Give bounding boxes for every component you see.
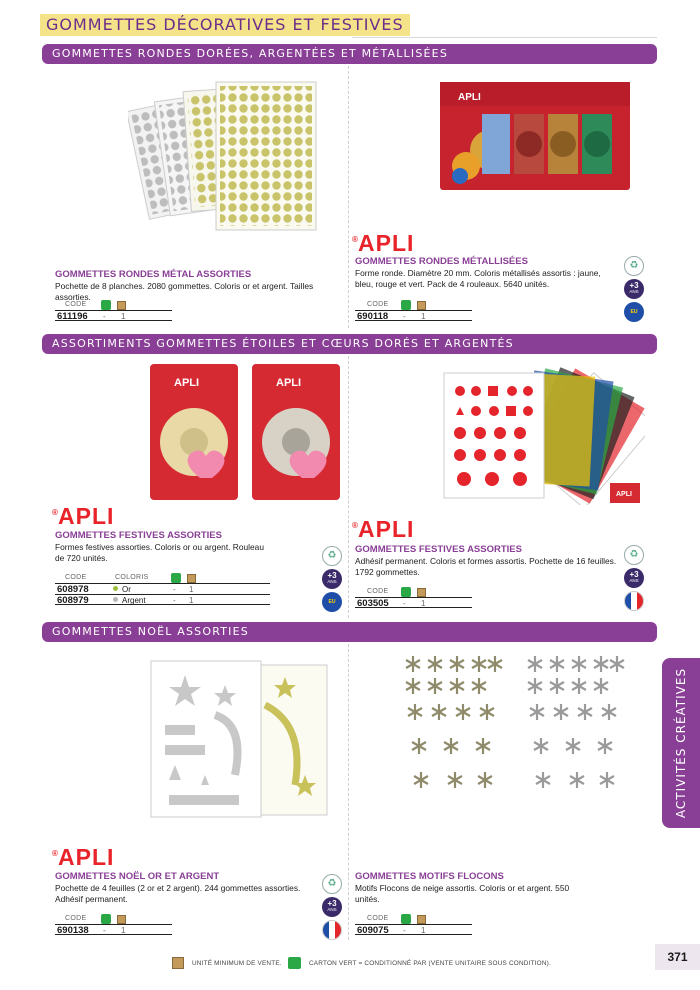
brand-logo: ® APLI [52, 844, 115, 870]
side-tab-label: ACTIVITÉS CRÉATIVES [674, 667, 688, 819]
product-description: Pochette de 4 feuilles (2 or et 2 argent). 244 gommettes assorties. Adhésif permanent. [55, 883, 301, 904]
eu-badge: EU [624, 302, 644, 322]
code-row [355, 924, 472, 935]
min-quantity: 1 [421, 312, 426, 321]
code-table [55, 571, 270, 605]
product-image-festives-rouleaux [148, 360, 343, 505]
dash: - [403, 926, 406, 935]
code-table [355, 585, 472, 608]
code-row [55, 583, 270, 594]
min-quantity: 1 [421, 926, 426, 935]
brand-logo: ® APLI [352, 516, 415, 542]
badge-column [322, 546, 344, 615]
code-table [55, 912, 172, 935]
code-row [355, 597, 472, 608]
french-flag-icon [624, 591, 644, 611]
code-row [55, 594, 270, 605]
code-row [355, 310, 472, 321]
dash: - [173, 585, 176, 594]
product-title: GOMMETTES RONDES MÉTALLISÉES [355, 256, 528, 267]
brand-logo: ® APLI [352, 230, 415, 256]
eco-icon: ♻ [322, 874, 342, 894]
dash: - [403, 312, 406, 321]
eu-badge: EU [322, 592, 342, 612]
product-code[interactable]: 690138 [57, 925, 89, 936]
product-image-rondes-metallisees [438, 80, 633, 195]
column-divider [348, 66, 349, 328]
min-quantity: 1 [421, 599, 426, 608]
column-divider [348, 356, 349, 618]
color-dot [113, 597, 118, 602]
color-option: Or [113, 584, 131, 595]
age-badge: +3 ANS [624, 568, 644, 588]
product-image-flocons [395, 650, 635, 805]
legend-carton-vert: CARTON VERT = CONDITIONNÉ PAR (VENTE UNITAIRE SOUS CONDITION). [288, 957, 551, 969]
product-title: GOMMETTES FESTIVES ASSORTIES [355, 544, 522, 555]
code-label: CODE [65, 915, 87, 922]
min-quantity: 1 [121, 312, 126, 321]
product-description: Formes festives assorties. Coloris or ou argent. Rouleau de 720 unités. [55, 542, 264, 563]
product-code[interactable]: 608978 [57, 584, 89, 595]
code-label: CODE [65, 301, 87, 308]
product-code[interactable]: 608979 [57, 595, 89, 606]
page-number: 371 [655, 944, 700, 970]
product-description: Motifs Flocons de neige assortis. Coloris or et argent. 550 unités. [355, 883, 570, 904]
box-icon [172, 957, 184, 969]
min-quantity: 1 [189, 596, 194, 605]
code-table [55, 298, 172, 321]
brand-logo: ® APLI [52, 503, 115, 529]
title-rule [352, 37, 657, 38]
product-code[interactable]: 690118 [357, 311, 389, 322]
color-dot [113, 586, 118, 591]
product-code[interactable]: 609075 [357, 925, 389, 936]
svg-text:APLI: APLI [276, 377, 302, 389]
code-table [355, 912, 472, 935]
product-title: GOMMETTES FESTIVES ASSORTIES [55, 530, 222, 541]
eco-icon: ♻ [624, 256, 644, 276]
product-description: Adhésif permanent. Coloris et formes assortis. Pochette de 16 feuilles. 1792 gommettes. [355, 556, 617, 577]
product-image-festives-pochette [440, 355, 645, 505]
badge-column [624, 545, 646, 614]
age-badge: +3 ANS [322, 569, 342, 589]
code-row [55, 310, 172, 321]
product-image-noel [145, 655, 335, 825]
column-divider [348, 644, 349, 940]
color-option: Argent [113, 595, 146, 606]
green-carton-icon [288, 957, 301, 969]
page-title: GOMMETTES DÉCORATIVES ET FESTIVES [40, 14, 410, 36]
french-flag-icon [322, 920, 342, 940]
min-quantity: 1 [189, 585, 194, 594]
dash: - [173, 596, 176, 605]
age-badge: +3 ANS [624, 279, 644, 299]
side-tab-category[interactable] [662, 658, 700, 828]
section-title-noel: GOMMETTES NOËL ASSORTIES [42, 622, 657, 642]
code-table [355, 298, 472, 321]
code-label: CODE [367, 915, 389, 922]
age-badge: +3 ANS [322, 897, 342, 917]
product-description: Forme ronde. Diamètre 20 mm. Coloris métallisés assortis : jaune, bleu, rouge et vert. Pack de 4 rouleaux. 5640 unités. [355, 268, 601, 289]
product-code[interactable]: 611196 [57, 311, 88, 322]
code-label: CODE [367, 301, 389, 308]
product-title: GOMMETTES NOËL OR ET ARGENT [55, 871, 220, 882]
eco-icon: ♻ [624, 545, 644, 565]
dash: - [403, 599, 406, 608]
color-label: COLORIS [115, 574, 149, 581]
min-quantity: 1 [121, 926, 126, 935]
code-row [55, 924, 172, 935]
product-title: GOMMETTES MOTIFS FLOCONS [355, 871, 504, 882]
product-code[interactable]: 603505 [357, 598, 389, 609]
product-title: GOMMETTES RONDES MÉTAL ASSORTIES [55, 269, 252, 280]
section-title-etoiles-coeurs: ASSORTIMENTS GOMMETTES ÉTOILES ET CŒURS DORÉS ET ARGENTÉS [42, 334, 657, 354]
product-description: Pochette de 8 planches. 2080 gommettes. Coloris or et argent. Tailles assorties. [55, 281, 314, 302]
dash: - [103, 926, 106, 935]
badge-column [624, 256, 646, 325]
eco-icon: ♻ [322, 546, 342, 566]
legend-unit-min: UNITÉ MINIMUM DE VENTE. [172, 957, 282, 969]
badge-column [322, 874, 344, 943]
code-label: CODE [65, 574, 87, 581]
svg-text:APLI: APLI [616, 491, 632, 498]
dash: - [103, 312, 106, 321]
section-title-rondes: GOMMETTES RONDES DORÉES, ARGENTÉES ET MÉTALLISÉES [42, 44, 657, 64]
code-label: CODE [367, 588, 389, 595]
svg-text:APLI: APLI [174, 377, 200, 389]
product-image-rondes-metal [128, 70, 328, 240]
svg-text:APLI: APLI [458, 92, 481, 103]
